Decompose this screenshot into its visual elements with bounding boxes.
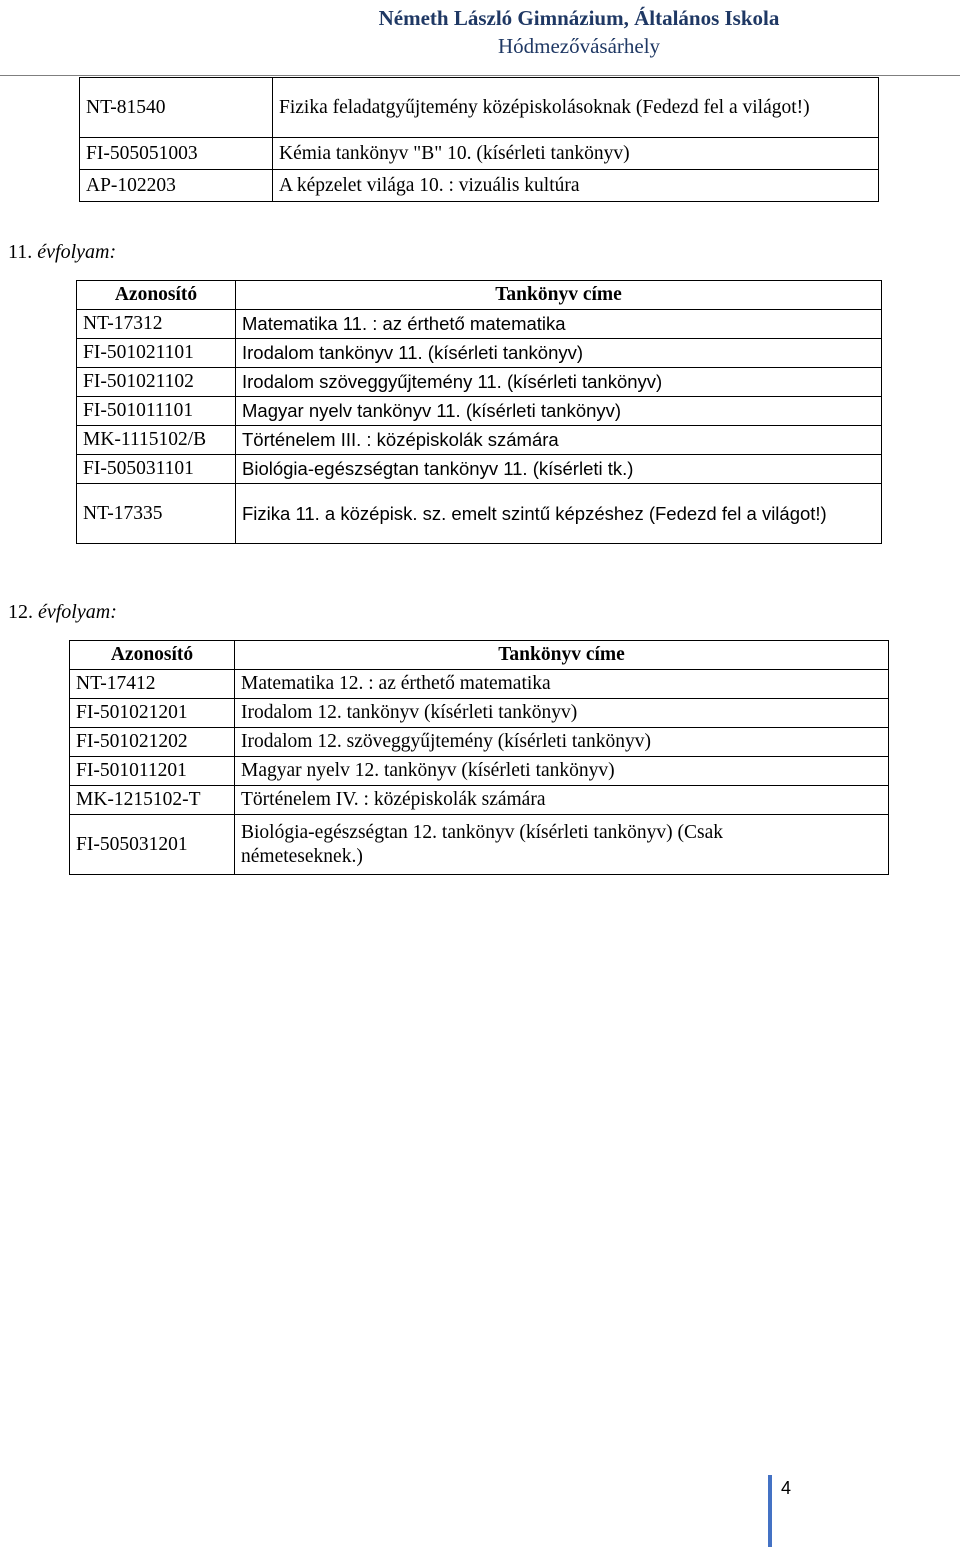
cell-id: NT-17335 xyxy=(77,484,236,544)
cell-title: A képzelet világa 10. : vizuális kultúra xyxy=(273,170,879,202)
cell-title: Fizika feladatgyűjtemény középiskolásoknak (Fedezd fel a világot!) xyxy=(273,78,879,138)
section-heading-grade11 xyxy=(8,241,116,264)
cell-title: Matematika 12. : az érthető matematika xyxy=(235,670,889,699)
table-row xyxy=(80,170,879,202)
cell-id: NT-81540 xyxy=(80,78,273,138)
table-row xyxy=(80,78,879,138)
page-number-bar xyxy=(768,1475,772,1547)
cell-title: Történelem III. : középiskolák számára xyxy=(236,426,882,455)
cell-id: FI-505031201 xyxy=(70,815,235,875)
section-heading-grade12 xyxy=(8,601,117,624)
cell-title: Biológia-egészségtan tankönyv 11. (kísérleti tk.) xyxy=(236,455,882,484)
cell-title: Irodalom tankönyv 11. (kísérleti tankönyv) xyxy=(236,339,882,368)
table-row xyxy=(77,455,882,484)
city-name: Hódmezővásárhely xyxy=(497,34,661,58)
cell-title: Magyar nyelv tankönyv 11. (kísérleti tankönyv) xyxy=(236,397,882,426)
textbook-table-grade12 xyxy=(69,640,889,875)
column-header-id: Azonosító xyxy=(70,641,235,670)
section-number: 12. xyxy=(8,601,33,623)
cell-title: Kémia tankönyv "B" 10. (kísérleti tankönyv) xyxy=(273,138,879,170)
table-row xyxy=(77,368,882,397)
cell-id: NT-17412 xyxy=(70,670,235,699)
section-label: évfolyam: xyxy=(38,601,117,623)
column-header-title: Tankönyv címe xyxy=(235,641,889,670)
cell-title: Történelem IV. : középiskolák számára xyxy=(235,786,889,815)
page-header xyxy=(0,4,960,60)
textbook-table-grade11 xyxy=(76,280,882,544)
section-number: 11. xyxy=(8,241,33,263)
cell-title: Irodalom 12. szöveggyűjtemény (kísérleti tankönyv) xyxy=(235,728,889,757)
cell-id: FI-501021101 xyxy=(77,339,236,368)
cell-title: Irodalom 12. tankönyv (kísérleti tankönyv) xyxy=(235,699,889,728)
cell-id: FI-501021102 xyxy=(77,368,236,397)
table-row xyxy=(77,484,882,544)
table-row xyxy=(77,397,882,426)
table-header-row xyxy=(70,641,889,670)
cell-id: FI-501021202 xyxy=(70,728,235,757)
cell-title: Fizika 11. a középisk. sz. emelt szintű képzéshez (Fedezd fel a világot!) xyxy=(236,484,882,544)
table-row xyxy=(80,138,879,170)
cell-id: MK-1115102/B xyxy=(77,426,236,455)
table-row xyxy=(70,728,889,757)
cell-id: AP-102203 xyxy=(80,170,273,202)
table-row xyxy=(70,670,889,699)
cell-id: NT-17312 xyxy=(77,310,236,339)
cell-id: FI-501011201 xyxy=(70,757,235,786)
table-row xyxy=(77,426,882,455)
section-label: évfolyam: xyxy=(37,241,117,263)
table-row xyxy=(77,339,882,368)
table-row xyxy=(77,310,882,339)
cell-title: Irodalom szöveggyűjtemény 11. (kísérleti tankönyv) xyxy=(236,368,882,397)
textbook-table-grade10-cont xyxy=(79,77,879,202)
column-header-id: Azonosító xyxy=(77,281,236,310)
table-row xyxy=(70,757,889,786)
table-header-row xyxy=(77,281,882,310)
table-row xyxy=(70,815,889,875)
cell-id: FI-505031101 xyxy=(77,455,236,484)
cell-id: MK-1215102-T xyxy=(70,786,235,815)
cell-title: Magyar nyelv 12. tankönyv (kísérleti tankönyv) xyxy=(235,757,889,786)
header-divider xyxy=(0,75,960,76)
table-row xyxy=(70,786,889,815)
cell-id: FI-501021201 xyxy=(70,699,235,728)
cell-id: FI-505051003 xyxy=(80,138,273,170)
school-name: Németh László Gimnázium, Általános Iskola xyxy=(378,6,780,30)
cell-title: Matematika 11. : az érthető matematika xyxy=(236,310,882,339)
cell-id: FI-501011101 xyxy=(77,397,236,426)
cell-title: Biológia-egészségtan 12. tankönyv (kísérleti tankönyv) (Csak németeseknek.) xyxy=(235,815,889,875)
column-header-title: Tankönyv címe xyxy=(236,281,882,310)
table-row xyxy=(70,699,889,728)
page-number: 4 xyxy=(781,1478,792,1498)
